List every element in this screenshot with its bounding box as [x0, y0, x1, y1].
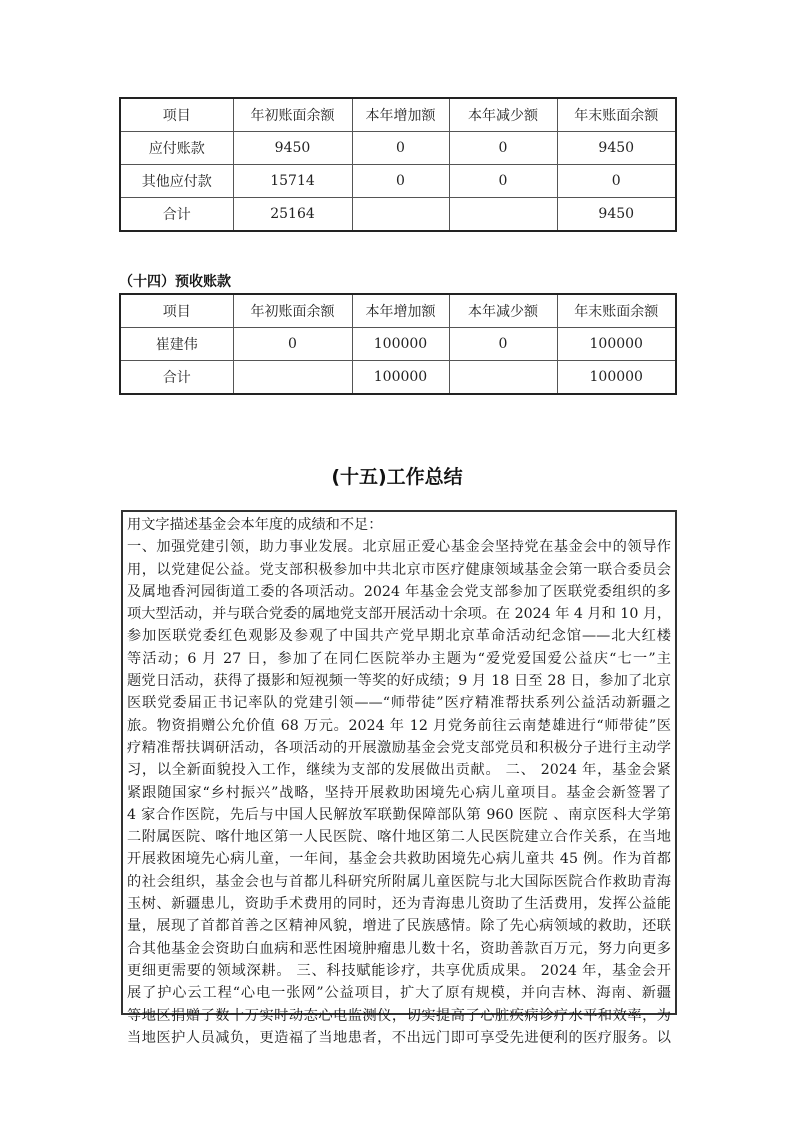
table-header-row — [120, 98, 676, 132]
summary-line: 题党日活动，获得了摄影和短视频一等奖的好成绩；9 月 18 日至 28 日，参加了北京 — [127, 673, 671, 690]
summary-line: 更细更需要的领域深耕。 三、科技赋能诊疗，共享优质成果。 2024 年，基金会开 — [127, 962, 671, 979]
cell-opening-balance: 25164 — [233, 198, 352, 232]
summary-line: 二附属医院、喀什地区第一人民医院、喀什地区第二人民医院建立合作关系，在当地 — [127, 829, 671, 846]
summary-line: 合其他基金会资助白血病和恶性困境肿瘤患儿数十名，资助善款百万元，努力向更多 — [127, 940, 671, 957]
cell-decrease — [449, 198, 557, 232]
cell-item: 合计 — [120, 198, 233, 232]
cell-opening-balance — [233, 361, 352, 395]
table-row — [120, 328, 676, 361]
summary-line: 等活动；6 月 27 日，参加了在同仁医院举办主题为“爱党爱国爱公益庆“七一”主 — [127, 650, 671, 667]
header-decrease: 本年减少额 — [449, 294, 557, 328]
cell-closing-balance: 100000 — [557, 361, 676, 395]
header-closing-balance: 年末账面余额 — [557, 294, 676, 328]
header-item: 项目 — [120, 98, 233, 132]
header-decrease: 本年减少额 — [449, 98, 557, 132]
summary-line: 旅。物资捐赠公允价值 68 万元。2024 年 12 月党务前往云南楚雄进行“师带徒”医 — [127, 717, 671, 734]
cell-item: 合计 — [120, 361, 233, 395]
summary-line: 疗精准帮扶调研活动，各项活动的开展激励基金会党支部党员和积极分子进行主动学 — [127, 739, 671, 756]
header-opening-balance: 年初账面余额 — [233, 98, 352, 132]
table-header-row — [120, 294, 676, 328]
cell-decrease — [449, 361, 557, 395]
header-closing-balance: 年末账面余额 — [557, 98, 676, 132]
summary-line: 的社会组织，基金会也与首都儿科研究所附属儿童医院与北大国际医院合作救助青海 — [127, 873, 671, 890]
work-summary-title: (十五)工作总结 — [331, 466, 463, 488]
summary-line: 等地区捐赠了数十万实时动态心电监测仪，切实提高了心脏疾病诊疗水平和效率，为 — [127, 1007, 671, 1024]
cell-opening-balance: 9450 — [233, 132, 352, 165]
summary-line: 开展救困境先心病儿童，一年间，基金会共救助困境先心病儿童共 45 例。作为首都 — [127, 851, 671, 868]
cell-closing-balance: 100000 — [557, 328, 676, 361]
cell-increase: 0 — [352, 165, 449, 198]
cell-decrease: 0 — [449, 328, 557, 361]
advance-receipts-heading: （十四）预收账款 — [119, 274, 231, 290]
summary-line: 用，以党建促公益。党支部积极参加中共北京市医疗健康领域基金会第一联合委员会 — [127, 561, 671, 578]
cell-closing-balance: 9450 — [557, 132, 676, 165]
header-item: 项目 — [120, 294, 233, 328]
summary-line: 一、加强党建引领，助力事业发展。北京屈正爱心基金会坚持党在基金会中的领导作 — [127, 539, 671, 556]
summary-line: 紧跟随国家“乡村振兴”战略，坚持开展救助困境先心病儿童项目。基金会新签署了 — [127, 784, 671, 801]
cell-opening-balance: 0 — [233, 328, 352, 361]
table-row — [120, 132, 676, 165]
table-total-row — [120, 361, 676, 395]
table-row — [120, 165, 676, 198]
cell-closing-balance: 9450 — [557, 198, 676, 232]
summary-line: 习，以全新面貌投入工作，继续为支部的发展做出贡献。 二、 2024 年，基金会紧 — [127, 762, 671, 779]
cell-item: 崔建伟 — [120, 328, 233, 361]
table-total-row — [120, 198, 676, 232]
payables-table — [119, 97, 677, 232]
summary-line: 用文字描述基金会本年度的成绩和不足： — [127, 517, 383, 533]
cell-item: 其他应付款 — [120, 165, 233, 198]
summary-line: 项大型活动，并与联合党委的属地党支部开展活动十余项。在 2024 年 4 月和 10 月， — [127, 606, 671, 623]
work-summary-box — [121, 510, 677, 1046]
summary-line: 4 家合作医院，先后与中国人民解放军联勤保障部队第 960 医院 、南京医科大学第 — [127, 806, 671, 823]
summary-line: 量，展现了首都首善之区精神风貌，增进了民族感情。除了先心病领域的救助，还联 — [127, 918, 671, 935]
cell-increase: 0 — [352, 132, 449, 165]
cell-decrease: 0 — [449, 132, 557, 165]
header-opening-balance: 年初账面余额 — [233, 294, 352, 328]
cell-closing-balance: 0 — [557, 165, 676, 198]
summary-line: 玉树、新疆患儿，资助手术费用的同时，还为青海患儿资助了生活费用，发挥公益能 — [127, 896, 671, 913]
cell-increase: 100000 — [352, 361, 449, 395]
summary-line: 及属地香河园街道工委的各项活动。2024 年基金会党支部参加了医联党委组织的多 — [127, 583, 671, 600]
advance-receipts-table — [119, 293, 677, 395]
cell-decrease: 0 — [449, 165, 557, 198]
summary-line: 展了护心云工程“心电一张网”公益项目，扩大了原有规模，并向吉林、海南、新疆 — [127, 985, 671, 1002]
cell-increase — [352, 198, 449, 232]
cell-opening-balance: 15714 — [233, 165, 352, 198]
summary-line: 参加医联党委红色观影及参观了中国共产党早期北京革命活动纪念馆——北大红楼 — [127, 628, 671, 645]
header-increase: 本年增加额 — [352, 294, 449, 328]
cell-increase: 100000 — [352, 328, 449, 361]
summary-line: 医联党委届正书记率队的党建引领——“师带徒”医疗精准帮扶系列公益活动新疆之 — [127, 695, 671, 712]
header-increase: 本年增加额 — [352, 98, 449, 132]
cell-item: 应付账款 — [120, 132, 233, 165]
summary-line: 当地医护人员减负，更造福了当地患者，不出远门即可享受先进便利的医疗服务。以 — [127, 1029, 671, 1046]
